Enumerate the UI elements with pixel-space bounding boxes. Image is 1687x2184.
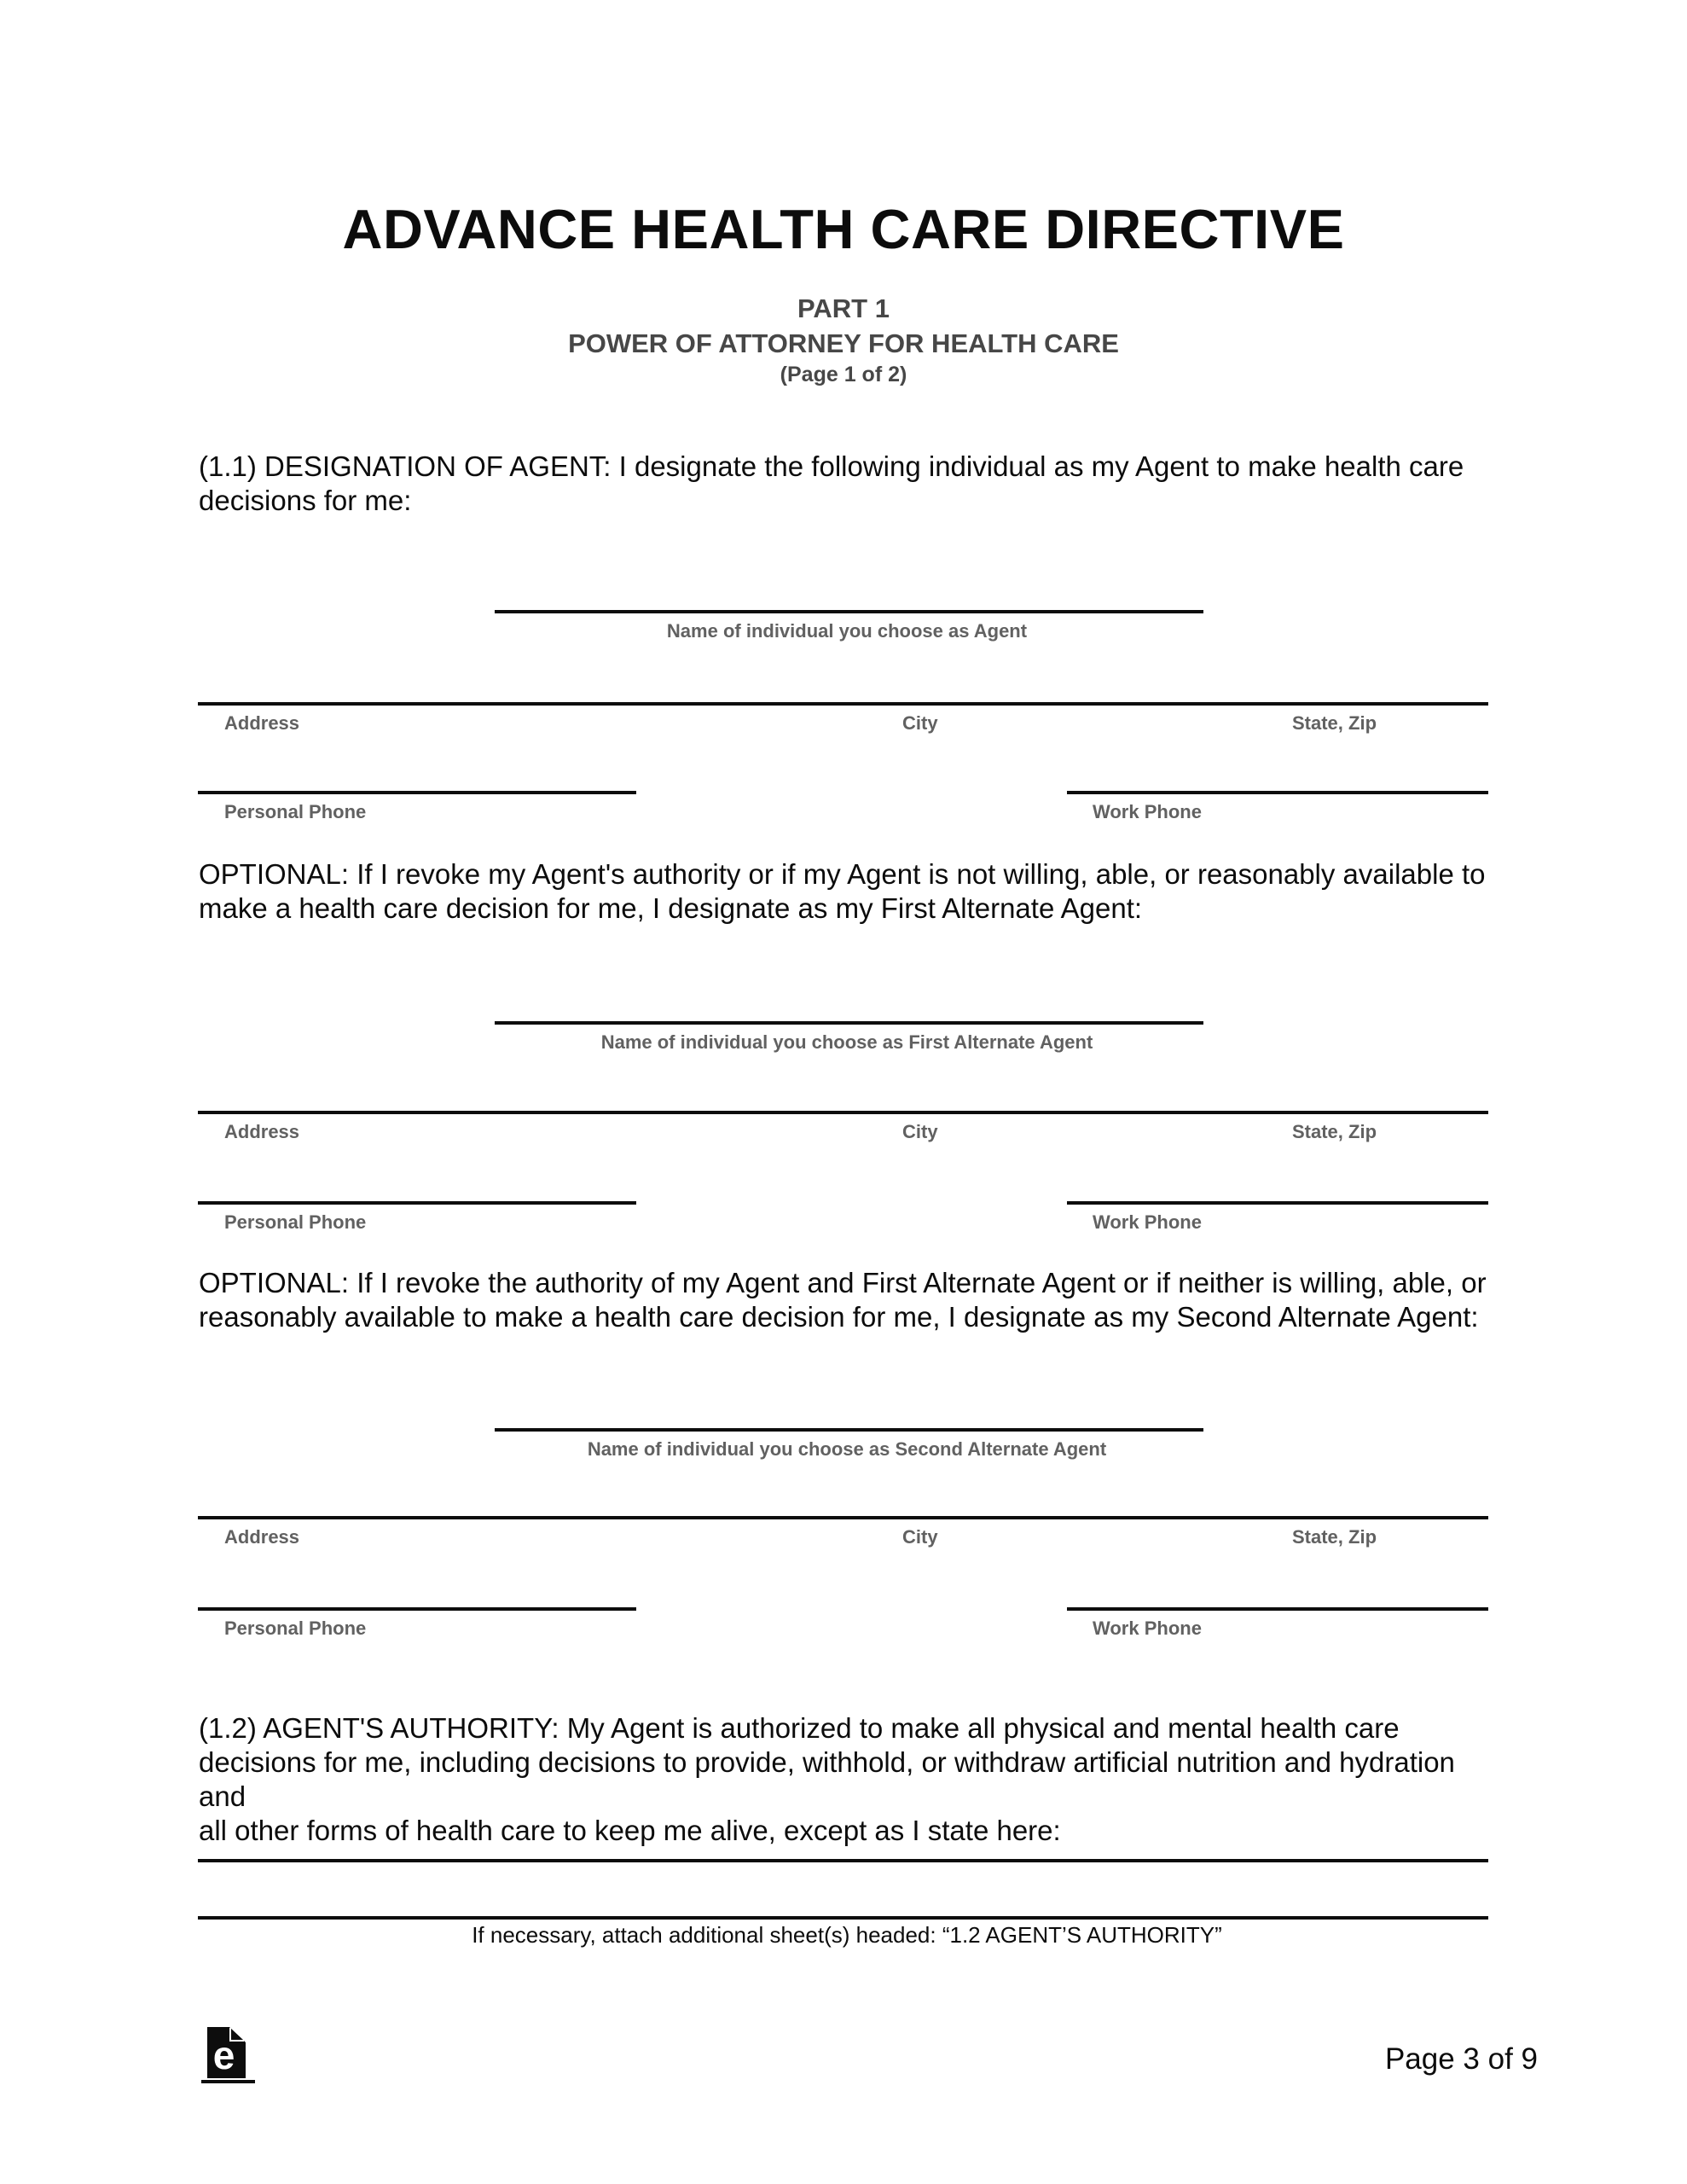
second-alternate-work-phone-label: Work Phone (1093, 1618, 1202, 1639)
second-alternate-name-field[interactable] (495, 1428, 1203, 1432)
designation-paragraph-line2: decisions for me: (199, 485, 412, 516)
eforms-logo-underline (201, 2080, 255, 2083)
second-alternate-state-zip-label: State, Zip (1292, 1526, 1377, 1548)
authority-paragraph-line1: (1.2) AGENT'S AUTHORITY: My Agent is authorized to make all physical and mental health care (199, 1712, 1400, 1744)
first-alternate-address-field[interactable] (198, 1111, 1488, 1114)
authority-paragraph-line2: decisions for me, including decisions to provide, withhold, or withdraw artificial nutrition and hydration and (199, 1746, 1455, 1812)
eforms-logo (207, 2027, 246, 2078)
agent-name-caption: Name of individual you choose as Agent (666, 620, 1028, 642)
authority-exception-field-line1[interactable] (198, 1859, 1488, 1862)
second-alternate-personal-phone-field[interactable] (198, 1607, 636, 1611)
second-alternate-city-label: City (902, 1526, 938, 1548)
first-alternate-work-phone-field[interactable] (1067, 1201, 1488, 1205)
optional-second-paragraph-line1: OPTIONAL: If I revoke the authority of my Agent and First Alternate Agent or if neither is willing, able, or (199, 1267, 1487, 1298)
second-alternate-personal-phone-label: Personal Phone (224, 1618, 367, 1639)
first-alternate-city-label: City (902, 1121, 938, 1142)
authority-exception-field-line2[interactable] (198, 1916, 1488, 1920)
first-alternate-personal-phone-label: Personal Phone (224, 1211, 367, 1233)
authority-paragraph-line3: all other forms of health care to keep me alive, except as I state here: (199, 1815, 1061, 1846)
optional-second-paragraph (199, 1266, 1495, 1334)
second-alternate-work-phone-field[interactable] (1067, 1607, 1488, 1611)
first-alternate-state-zip-label: State, Zip (1292, 1121, 1377, 1142)
agent-personal-phone-field[interactable] (198, 791, 636, 794)
part-heading-line1: PART 1 (797, 293, 890, 323)
optional-first-paragraph-line2: make a health care decision for me, I designate as my First Alternate Agent: (199, 892, 1143, 924)
agent-work-phone-field[interactable] (1067, 791, 1488, 794)
first-alternate-name-field[interactable] (495, 1021, 1203, 1025)
agent-state-zip-label: State, Zip (1292, 712, 1377, 734)
agent-personal-phone-label: Personal Phone (224, 801, 367, 822)
first-alternate-address-label: Address (224, 1121, 300, 1142)
eforms-logo-letter: e (212, 2033, 235, 2077)
second-alternate-address-label: Address (224, 1526, 300, 1548)
authority-attachment-note: If necessary, attach additional sheet(s) headed: “1.2 AGENT’S AUTHORITY” (472, 1922, 1222, 1948)
document-title: ADVANCE HEALTH CARE DIRECTIVE (342, 198, 1345, 260)
part-heading-line3: (Page 1 of 2) (780, 363, 907, 386)
second-alternate-name-caption: Name of individual you choose as Second Alternate Agent (587, 1438, 1107, 1460)
authority-paragraph (199, 1711, 1495, 1848)
optional-second-paragraph-line2: reasonably available to make a health care decision for me, I designate as my Second Alternate Agent: (199, 1301, 1479, 1333)
agent-city-label: City (902, 712, 938, 734)
part-heading-line2: POWER OF ATTORNEY FOR HEALTH CARE (568, 328, 1119, 358)
first-alternate-name-caption: Name of individual you choose as First Alternate Agent (600, 1031, 1093, 1053)
designation-paragraph-line1: (1.1) DESIGNATION OF AGENT: I designate the following individual as my Agent to make health care (199, 450, 1464, 482)
optional-first-paragraph (199, 857, 1495, 926)
second-alternate-address-field[interactable] (198, 1516, 1488, 1519)
page-number-indicator: Page 3 of 9 (1384, 2042, 1538, 2076)
agent-address-label: Address (224, 712, 300, 734)
optional-first-paragraph-line1: OPTIONAL: If I revoke my Agent's authority or if my Agent is not willing, able, or reasonably available to (199, 858, 1486, 890)
agent-address-field[interactable] (198, 702, 1488, 706)
first-alternate-personal-phone-field[interactable] (198, 1201, 636, 1205)
agent-name-field[interactable] (495, 610, 1203, 613)
designation-paragraph (199, 450, 1495, 518)
first-alternate-work-phone-label: Work Phone (1093, 1211, 1202, 1233)
agent-work-phone-label: Work Phone (1093, 801, 1202, 822)
